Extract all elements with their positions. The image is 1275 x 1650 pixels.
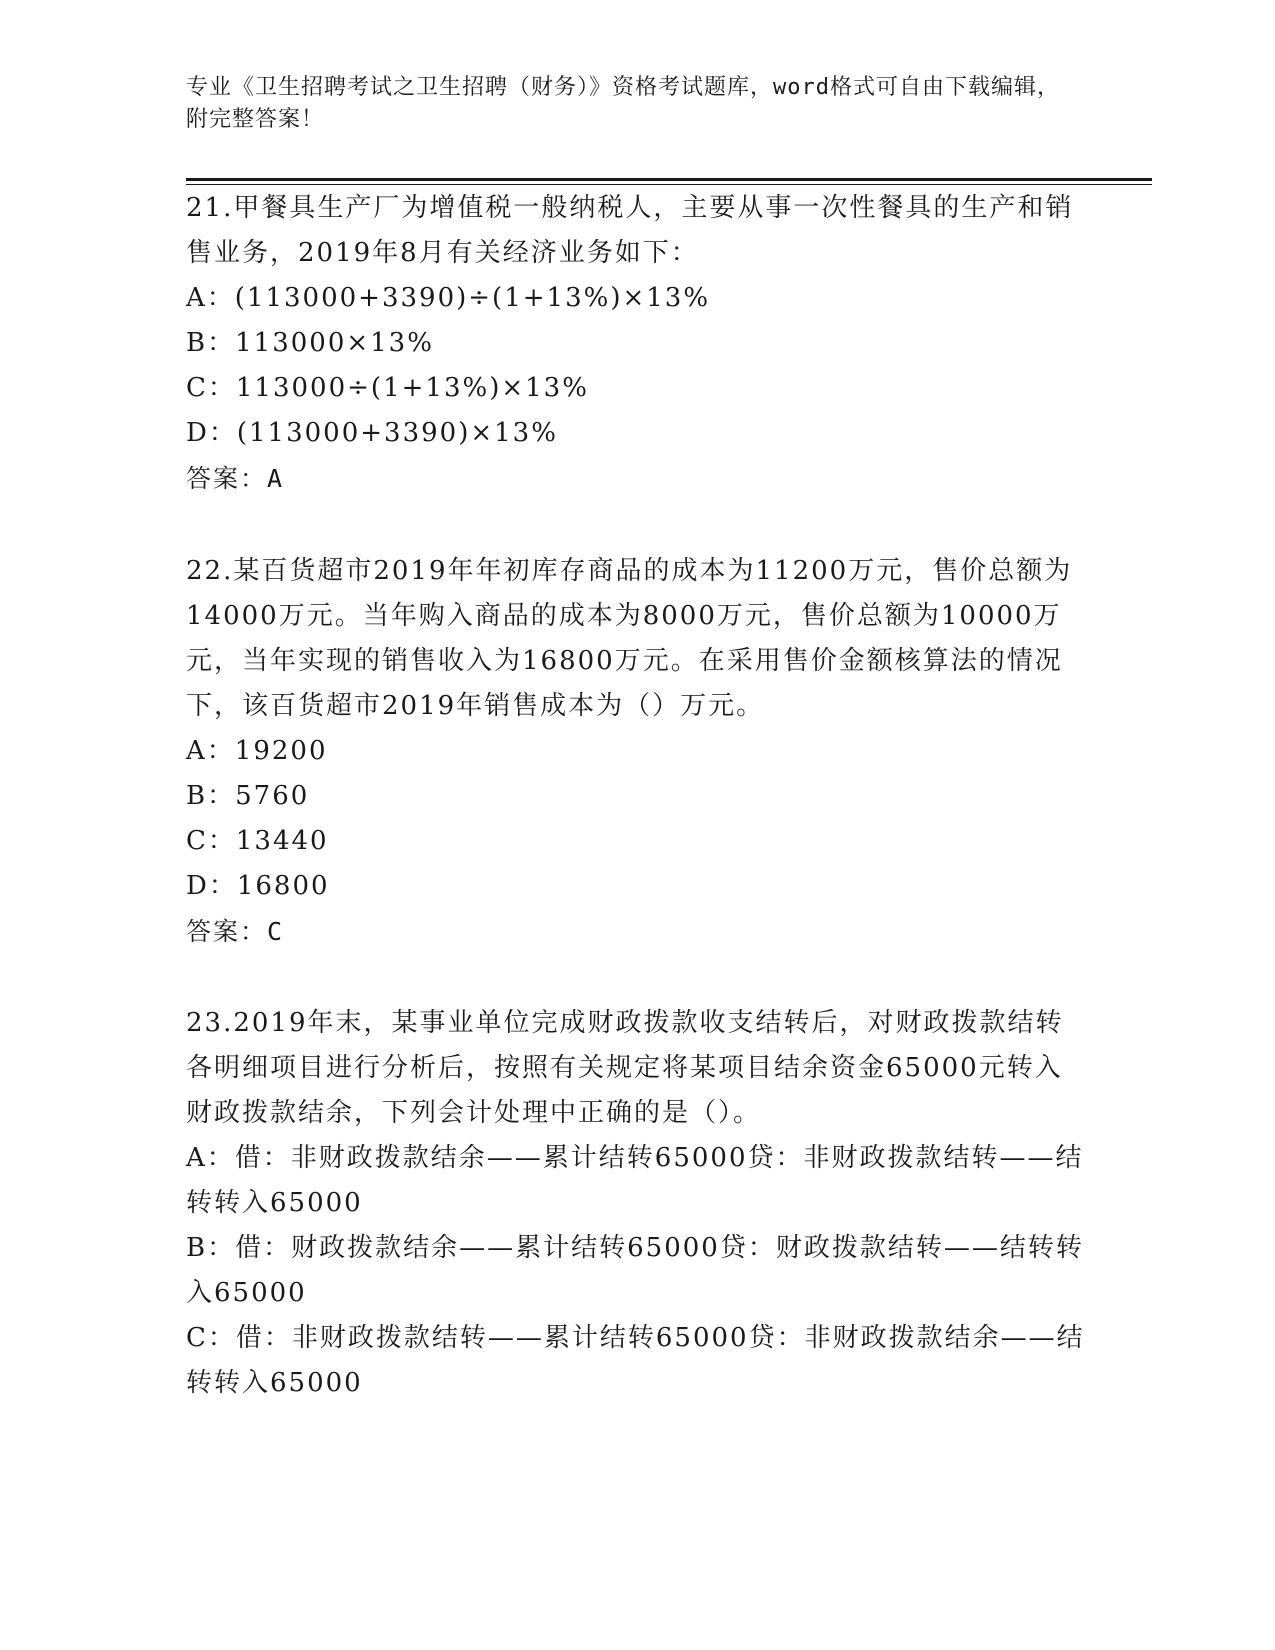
question-text: 21.甲餐具生产厂为增值税一般纳税人，主要从事一次性餐具的生产和销售业务，2019年8月有关经济业务如下： xyxy=(186,193,1074,268)
option-d: D：(113000+3390)×13% xyxy=(186,418,558,448)
header-divider-thin xyxy=(186,184,1152,185)
question-text: 23.2019年末，某事业单位完成财政拨款收支结转后，对财政拨款结转各明细项目进行分析后，按照有关规定将某项目结余资金65000元转入财政拨款结余，下列会计处理中正确的是（）。 xyxy=(186,1008,1064,1128)
option-a: A：(113000+3390)÷(1+13%)×13% xyxy=(186,283,711,313)
option-b: B：5760 xyxy=(186,781,310,811)
option-c: C：13440 xyxy=(186,826,329,856)
option-c: C：113000÷(1+13%)×13% xyxy=(186,373,589,403)
question-22 xyxy=(186,549,1086,954)
answer: 答案：C xyxy=(186,917,285,946)
option-d: D：16800 xyxy=(186,871,330,901)
option-a: A：19200 xyxy=(186,736,328,766)
option-c: C：借：非财政拨款结转——累计结转65000贷：非财政拨款结余——结转转入65000 xyxy=(186,1323,1085,1398)
option-b: B：113000×13% xyxy=(186,328,434,358)
document-header: 专业《卫生招聘考试之卫生招聘（财务）》资格考试题库，word格式可自由下载编辑，附完整答案！ xyxy=(186,75,1060,132)
question-23 xyxy=(186,1001,1086,1406)
option-b: B：借：财政拨款结余——累计结转65000贷：财政拨款结转——结转转入65000 xyxy=(186,1233,1084,1308)
header-divider-thick xyxy=(186,178,1152,181)
answer: 答案：A xyxy=(186,464,285,493)
option-a: A：借：非财政拨款结余——累计结转65000贷：非财政拨款结转——结转转入65000 xyxy=(186,1143,1084,1218)
question-21 xyxy=(186,186,1086,501)
question-text: 22.某百货超市2019年年初库存商品的成本为11200万元，售价总额为14000万元。当年购入商品的成本为8000万元，售价总额为10000万元，当年实现的销售收入为16800万元。在采用售价金额核算法的情况下，该百货超市2019年销售成本为（）万元。 xyxy=(186,556,1073,721)
